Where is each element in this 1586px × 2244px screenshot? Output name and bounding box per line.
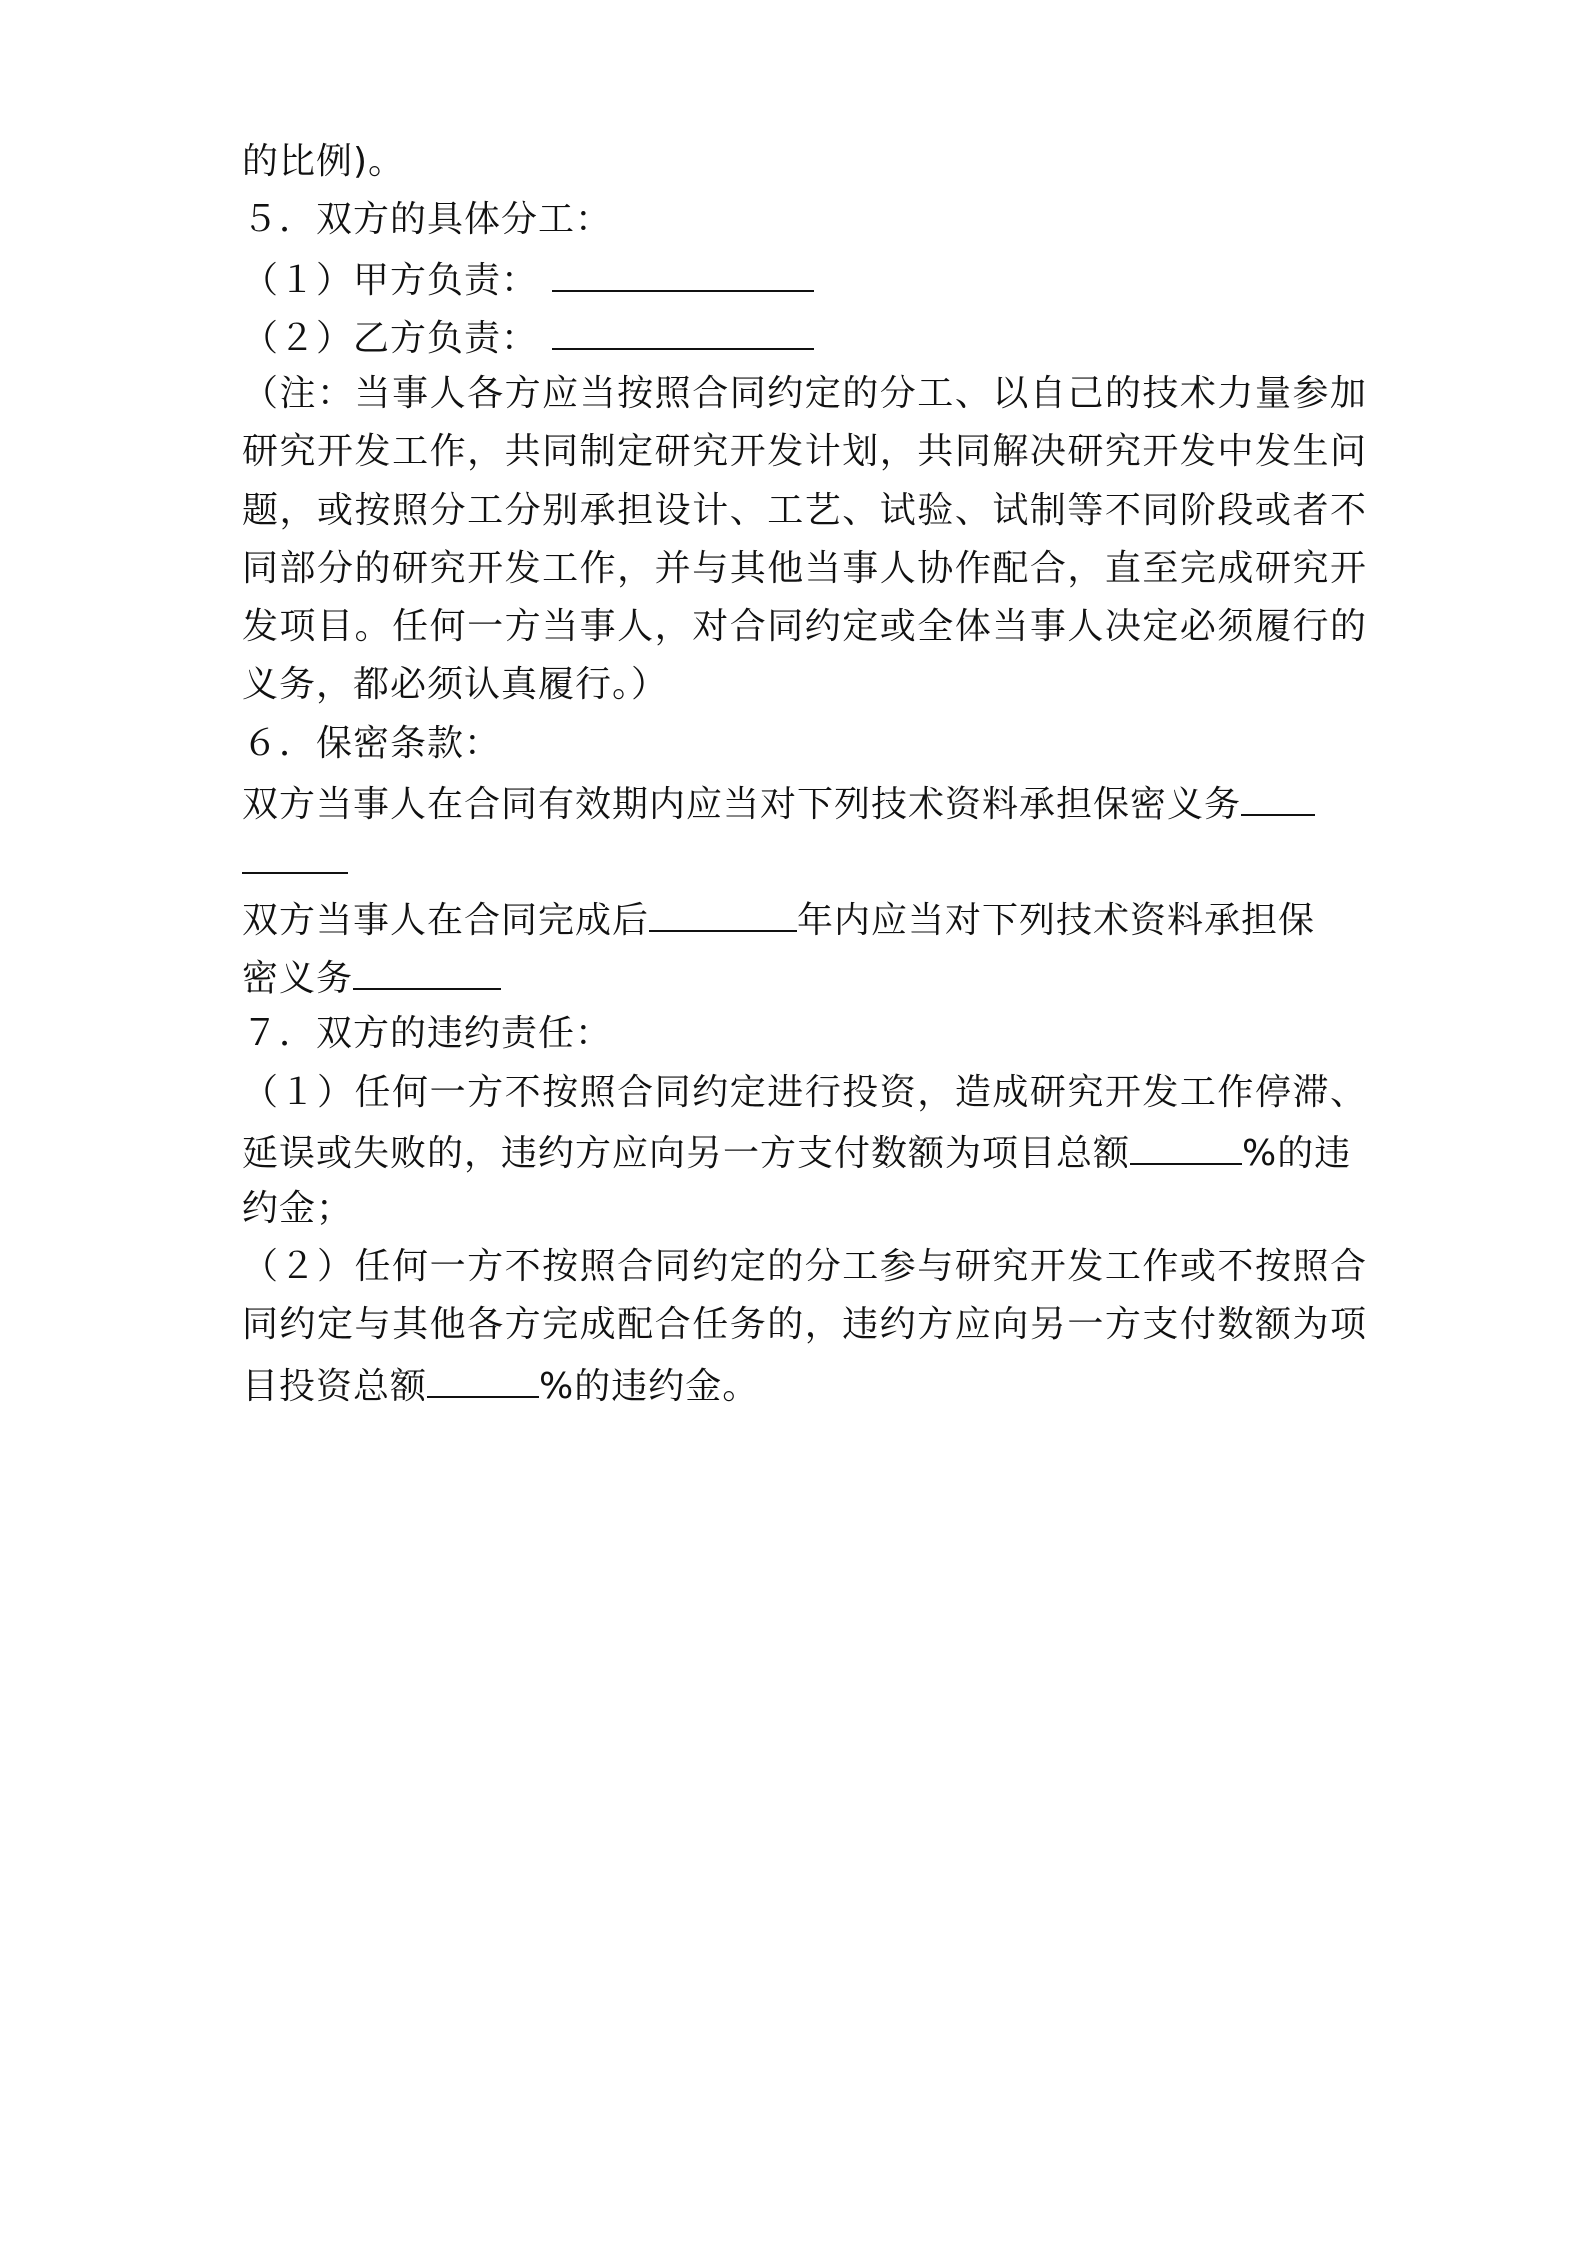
section-heading-5	[242, 198, 1367, 242]
post-completion-confidentiality-line	[242, 896, 1367, 943]
note-paragraph-line	[242, 489, 1367, 533]
text-line	[242, 140, 1367, 184]
line-text: 延误或失败的，违约方应向另一方支付数额为项目总额	[242, 1133, 1131, 1174]
line-text: %的违	[1242, 1133, 1352, 1174]
line-text: （注：当事人各方应当按照合同约定的分工、以自己的技术力量参加	[242, 373, 1367, 414]
liability-clause-line	[242, 1129, 1367, 1176]
liability-clause-line	[242, 1187, 1367, 1231]
line-text: 同约定与其他各方完成配合任务的，违约方应向另一方支付数额为项	[242, 1304, 1367, 1345]
line-text: 发项目。任何一方当事人，对合同约定或全体当事人决定必须履行的	[242, 606, 1367, 647]
confidentiality-term-blank-line	[242, 838, 1367, 885]
line-text: 双方当事人在合同完成后	[242, 900, 650, 941]
line-text: 同部分的研究开发工作，并与其他当事人协作配合，直至完成研究开	[242, 548, 1367, 589]
confidentiality-duty-blank[interactable]	[353, 954, 501, 990]
line-text: （１）任何一方不按照合同约定进行投资，造成研究开发工作停滞、	[242, 1072, 1367, 1113]
line-text: ７．双方的违约责任：	[242, 1013, 613, 1054]
penalty-percent-blank-2[interactable]	[427, 1362, 539, 1398]
line-text: 双方当事人在合同有效期内应当对下列技术资料承担保密义务	[242, 784, 1242, 825]
party-a-duty-line	[242, 256, 1367, 303]
line-text: ６．保密条款：	[242, 723, 502, 764]
post-completion-confidentiality-line	[242, 954, 1367, 1001]
line-text: 约金；	[242, 1188, 354, 1229]
party-b-duty-line	[242, 314, 1367, 361]
note-paragraph-line	[242, 663, 1367, 707]
note-paragraph-line	[242, 605, 1367, 649]
liability-clause-line	[242, 1071, 1367, 1115]
liability-clause-line	[242, 1245, 1367, 1289]
years-blank[interactable]	[649, 896, 797, 932]
line-text: 题，或按照分工分别承担设计、工艺、试验、试制等不同阶段或者不	[242, 490, 1367, 531]
section-heading-7	[242, 1012, 1367, 1056]
note-paragraph-line	[242, 547, 1367, 591]
confidentiality-term-blank-a[interactable]	[1241, 780, 1315, 816]
note-paragraph-line	[242, 430, 1367, 474]
section-heading-6	[242, 722, 1367, 766]
confidentiality-term-line	[242, 780, 1367, 827]
line-text: 密义务	[242, 958, 354, 999]
line-text: ５．双方的具体分工：	[242, 199, 613, 240]
line-text: 目投资总额	[242, 1366, 428, 1407]
party-a-duty-blank[interactable]	[552, 256, 814, 292]
line-text: （１）甲方负责：	[242, 260, 539, 301]
note-paragraph-line	[242, 372, 1367, 416]
liability-clause-line	[242, 1303, 1367, 1347]
line-text: （２）任何一方不按照合同约定的分工参与研究开发工作或不按照合	[242, 1246, 1367, 1287]
line-text: （２）乙方负责：	[242, 318, 539, 359]
line-text: 的比例)。	[242, 141, 406, 182]
line-text: 年内应当对下列技术资料承担保	[797, 900, 1316, 941]
line-text: 义务，都必须认真履行。）	[242, 664, 669, 705]
line-text: %的违约金。	[539, 1366, 760, 1407]
line-text: 研究开发工作，共同制定研究开发计划，共同解决研究开发中发生问	[242, 431, 1367, 472]
confidentiality-term-blank-b[interactable]	[242, 838, 348, 874]
party-b-duty-blank[interactable]	[552, 314, 814, 350]
penalty-percent-blank-1[interactable]	[1130, 1129, 1242, 1165]
liability-clause-line	[242, 1362, 1367, 1409]
